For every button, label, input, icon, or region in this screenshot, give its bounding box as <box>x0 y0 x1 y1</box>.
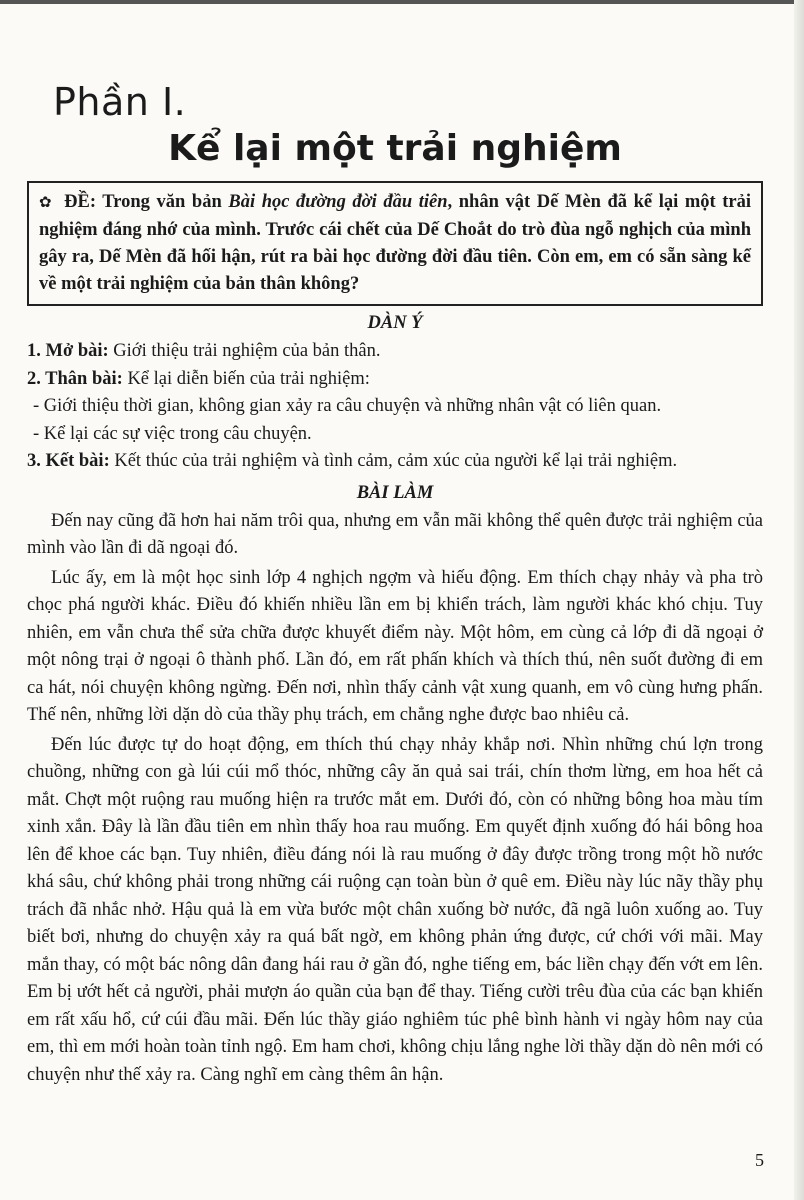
prompt-text-after: , nhân vật Dế Mèn đã kể lại một trải nghiệm đáng nhớ của mình. Trước cái chết của Dế Choắt do trò đùa ngỗ nghịch của mình gây ra, Dế Mèn đã hối hận, rút ra bài học đường đời đầu tiên. Còn em, em có sẵn sàng kể về một trải nghiệm của bản thân không? <box>39 192 752 294</box>
outline-item-label: 2. Thân bài: <box>27 368 123 389</box>
outline-item-label: 3. Kết bài: <box>27 451 110 471</box>
page-top-border <box>0 0 804 4</box>
essay-paragraph: Đến lúc được tự do hoạt động, em thích thú chạy nhảy khắp nơi. Nhìn những chú lợn trong chuồng, những con gà lúi cúi mổ thóc, những cây ăn quả sai trái, chín thơm lừng, em hoa hết cả mắt. Chợt một ruộng rau muống hiện ra trước mắt em. Dưới đó, còn có những bông hoa màu tím xinh xắn. Đây là lần đầu tiên em nhìn thấy hoa rau muống. Em quyết định xuống đó hái bông hoa lên để khoe các bạn. Tuy nhiên, điều đáng nói là rau muống ở đây được trồng trong một hồ nước khá sâu, chứ không phải trong những cái ruộng cạn toàn bùn ở quê em. Điều này lúc nãy thầy phụ trách đã nhắc nhở. Hậu quả là em vừa bước một chân xuống bờ nước, đã ngã luôn xuống ao. Tuy biết bơi, nhưng do chuyện xảy ra quá bất ngờ, em không phản ứng được, cứ chới với mãi. May mắn thay, có một bác nông dân đang hái rau ở gần đó, nghe tiếng em, bác liền chạy đến vớt em lên. Em bị ướt hết cả người, phải mượn áo quần của bạn để thay. Tiếng cười trêu đùa của các bạn khiến em rất xấu hổ, cứ cúi đầu mãi. Đến lúc thầy giáo nghiêm túc phê bình hành vi ngày hôm nay của em, thì em mới hoàn toàn tỉnh ngộ. Em ham chơi, không chịu lắng nghe lời thầy dặn dò nên mới có chuyện như thế xảy ra. Càng nghĩ em càng thêm ân hận. <box>27 734 763 1085</box>
outline-item-text: Kết thúc của trải nghiệm và tình cảm, cảm xúc của người kể lại trải nghiệm. <box>109 451 678 471</box>
prompt-box <box>27 181 763 306</box>
essay-paragraph: Lúc ấy, em là một học sinh lớp 4 nghịch ngợm và hiếu động. Em thích chạy nhảy và pha trò chọc phá người khác. Điều đó khiến nhiều lần em bị khiển trách, làm người khác khó chịu. Tuy nhiên, em vẫn chưa thể sửa chữa được khuyết điểm này. Một hôm, em cùng cả lớp đi dã ngoại ở một nông trại ở ngoại ô thành phố. Lần đó, em rất phấn khích và thích thú, nên suốt đường đi em ca hát, nói chuyện không ngừng. Đến nơi, nhìn thấy cảnh vật xung quanh, em vô cùng hưng phấn. Thế nên, những lời dặn dò của thầy phụ trách, em chẳng nghe được bao nhiêu cả. <box>27 567 763 725</box>
prompt-label: ĐỀ: <box>64 192 97 212</box>
outline-item <box>27 448 763 476</box>
outline-item <box>27 338 763 366</box>
outline-item-text: Kể lại diễn biến của trải nghiệm: <box>122 368 370 389</box>
outline-subitem <box>27 421 763 449</box>
essay <box>27 508 763 1090</box>
prompt-text-before: Trong văn bản <box>102 192 222 212</box>
flower-bullet-icon: ✿ <box>39 195 54 211</box>
section-title: Kể lại một trải nghiệm <box>168 128 622 169</box>
outline-item-label: 1. Mở bài: <box>27 341 109 361</box>
outline-subitem <box>27 393 763 421</box>
outline-heading: DÀN Ý <box>367 313 423 333</box>
prompt-work-title: Bài học đường đời đầu tiên <box>228 192 448 212</box>
part-title: Phần I. <box>53 80 187 124</box>
outline <box>27 338 763 476</box>
outline-item <box>27 366 763 394</box>
essay-heading: BÀI LÀM <box>356 482 434 503</box>
page-number: 5 <box>755 1150 764 1170</box>
outline-item-text: Giới thiệu trải nghiệm của bản thân. <box>108 341 381 361</box>
essay-paragraph: Đến nay cũng đã hơn hai năm trôi qua, nhưng em vẫn mãi không thể quên được trải nghiệm của mình vào lần đi dã ngoại đó. <box>27 510 763 558</box>
outline-item-text: - Kể lại các sự việc trong câu chuyện. <box>33 423 312 444</box>
page-content <box>27 70 763 1091</box>
page-edge-shadow <box>794 0 804 1200</box>
outline-item-text: - Giới thiệu thời gian, không gian xảy ra câu chuyện và những nhân vật có liên quan. <box>33 396 662 416</box>
